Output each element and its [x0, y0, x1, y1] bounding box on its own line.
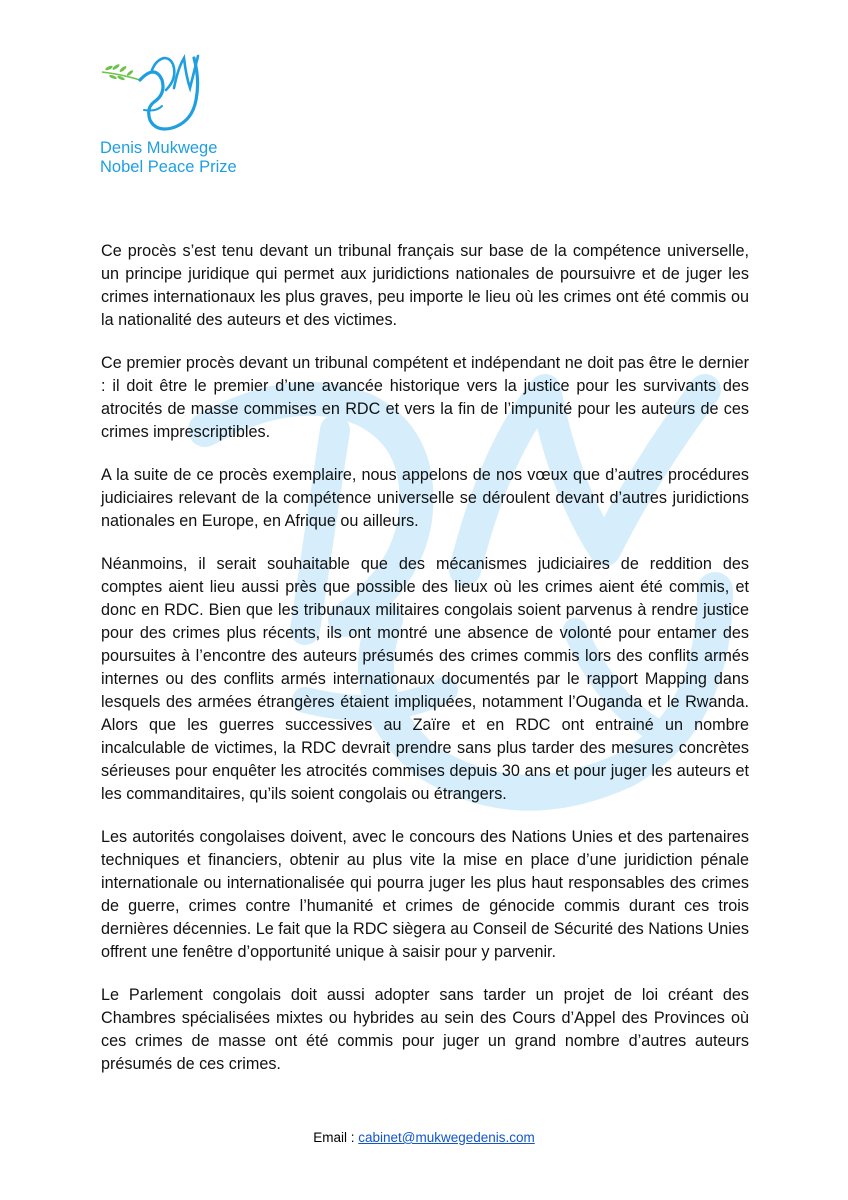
paragraph-universal-jurisdiction: Ce procès s’est tenu devant un tribunal français sur base de la compétence universelle, un principe juridique qui permet aux juridictions nationales de poursuivre et de juger les crimes internationaux les plus graves, peu importe le lieu où les crimes ont été commis ou la nationalité des auteurs et des victimes.	[101, 242, 749, 329]
org-line-name: Denis Mukwege	[100, 139, 218, 157]
org-line-prize: Nobel Peace Prize	[100, 158, 237, 176]
paragraph-drc-accountability: Néanmoins, il serait souhaitable que des mécanismes judiciaires de reddition des comptes aient lieu aussi près que possible des lieux où les crimes aient été commis, et donc en RDC. Bien que les tribunaux militaires congolais soient parvenus à rendre justice pour des crimes plus récents, ils ont montré une absence de volonté pour entamer des poursuites à l’encontre des auteurs présumés des crimes commis lors des conflits armés internes ou des conflits armés internationaux documentés par le rapport Mapping dans lesquels des armées étrangères étaient impliquées, notamment l’Ouganda et le Rwanda. Alors que les guerres successives au Zaïre et en RDC ont entrainé un nombre incalculable de victimes, la RDC devrait prendre sans plus tarder des mesures concrètes sérieuses pour enquêter les atrocités commises depuis 30 ans et pour juger les auteurs et les commanditaires, qu’ils soient congolais ou étrangers.	[101, 555, 749, 803]
dove-olive-branch-logo-icon	[100, 50, 210, 140]
letter-body	[101, 240, 749, 1096]
paragraph-parliament-chambers: Le Parlement congolais doit aussi adopter sans tarder un projet de loi créant des Chambres spécialisées mixtes ou hybrides au sein des Cours d’Appel des Provinces où ces crimes de masse ont été commis pour juger un grand nombre d’autres auteurs présumés de ces crimes.	[101, 986, 749, 1073]
email-label: Email :	[313, 1130, 359, 1145]
email-link[interactable]: cabinet@mukwegedenis.com	[358, 1130, 535, 1145]
paragraph-first-trial: Ce premier procès devant un tribunal compétent et indépendant ne doit pas être le dernier : il doit être le premier d’une avancée historique vers la justice pour les survivants des atrocités de masse commises en RDC et vers la fin de l’impunité pour les auteurs de ces crimes imprescriptibles.	[101, 354, 749, 441]
paragraph-other-procedures: A la suite de ce procès exemplaire, nous appelons de nos vœux que d’autres procédures judiciaires relevant de la compétence universelle se déroulent devant d’autres juridictions nationales en Europe, en Afrique ou ailleurs.	[101, 466, 749, 530]
footer-contact	[0, 1130, 848, 1145]
organization-name	[100, 139, 237, 177]
paragraph-international-jurisdiction: Les autorités congolaises doivent, avec le concours des Nations Unies et des partenaires techniques et financiers, obtenir au plus vite la mise en place d’une juridiction pénale internationale ou internationalisée qui pourra juger les plus haut responsables des crimes de guerre, crimes contre l’humanité et crimes de génocide commis durant ces trois dernières décennies. Le fait que la RDC siègera au Conseil de Sécurité des Nations Unies offrent une fenêtre d’opportunité unique à saisir pour y parvenir.	[101, 828, 749, 961]
